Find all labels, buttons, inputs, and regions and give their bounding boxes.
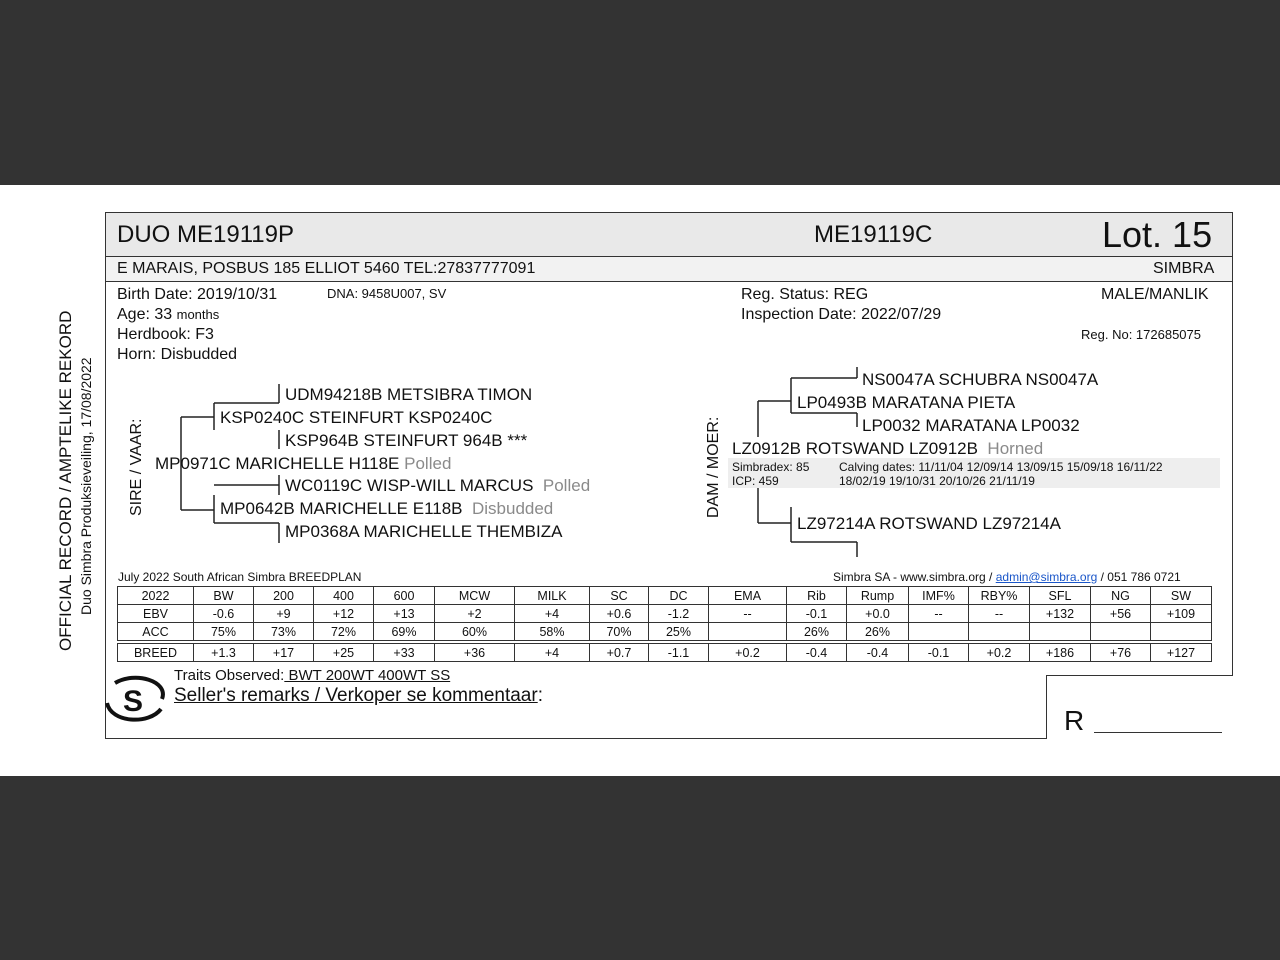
ebv-cell: +132 xyxy=(1030,605,1091,623)
record-sheet xyxy=(0,185,1280,776)
ebv-cell: -1.1 xyxy=(649,644,709,662)
breedplan-contact xyxy=(833,570,1181,584)
ebv-row xyxy=(118,605,1212,623)
ebv-cell: 75% xyxy=(194,623,254,641)
ebv-header-cell: IMF% xyxy=(909,587,969,605)
ebv-header-cell: DC xyxy=(649,587,709,605)
calving-dates-1: Calving dates: 11/11/04 12/09/14 13/09/15 15/09/18 16/11/22 xyxy=(839,460,1163,474)
sire-dam-sire-note: Polled xyxy=(542,476,591,495)
sire-dam-name: MP0642B MARICHELLE E118B xyxy=(220,499,463,518)
ebv-header-cell: MCW xyxy=(435,587,515,605)
birth-date: Birth Date: 2019/10/31 xyxy=(117,286,278,303)
ebv-header-cell: Rump xyxy=(847,587,909,605)
ebv-header-cell: NG xyxy=(1091,587,1151,605)
ebv-cell: +1.3 xyxy=(194,644,254,662)
icp: ICP: 459 xyxy=(732,474,779,488)
ebv-cell xyxy=(1091,623,1151,641)
ebv-row xyxy=(118,623,1212,641)
ebv-cell: -0.4 xyxy=(787,644,847,662)
simbradex: Simbradex: 85 xyxy=(732,460,810,474)
dam-dam: LZ97214A ROTSWAND LZ97214A xyxy=(797,514,1061,533)
dam-animal-note: Horned xyxy=(987,439,1044,458)
ebv-cell: -0.1 xyxy=(787,605,847,623)
ebv-cell: -0.6 xyxy=(194,605,254,623)
owner-details: E MARAIS, POSBUS 185 ELLIOT 5460 TEL:27837777091 xyxy=(117,260,536,277)
ebv-cell: +13 xyxy=(374,605,435,623)
ebv-cell: +0.7 xyxy=(590,644,649,662)
traits-observed xyxy=(174,667,450,684)
sire-sire-sire: UDM94218B METSIBRA TIMON xyxy=(285,385,533,404)
ebv-cell: 26% xyxy=(847,623,909,641)
ebv-cell: 72% xyxy=(314,623,374,641)
ebv-cell: +4 xyxy=(515,605,590,623)
official-record-label: OFFICIAL RECORD / AMPTELIKE REKORD xyxy=(56,310,75,651)
ebv-cell xyxy=(1030,623,1091,641)
ebv-cell: +127 xyxy=(1151,644,1212,662)
ebv-cell xyxy=(709,623,787,641)
ebv-cell: 73% xyxy=(254,623,314,641)
sire-animal-note: Polled xyxy=(404,454,452,473)
dna-info: DNA: 9458U007, SV xyxy=(327,286,447,301)
ebv-cell: +0.2 xyxy=(709,644,787,662)
ebv-cell xyxy=(909,623,969,641)
lot-number: Lot. 15 xyxy=(1102,214,1213,255)
remarks-label: Seller's remarks / Verkoper se kommentaar xyxy=(174,685,538,706)
sire-animal-name: MP0971C MARICHELLE H118E xyxy=(155,454,400,473)
ebv-header-cell: 200 xyxy=(254,587,314,605)
sire-label: SIRE / VAAR: xyxy=(128,418,145,516)
sire-dam-sire-name: WC0119C WISP-WILL MARCUS xyxy=(285,476,534,495)
ebv-header-cell: 400 xyxy=(314,587,374,605)
ebv-cell: -0.1 xyxy=(909,644,969,662)
horn-status: Horn: Disbudded xyxy=(117,346,238,363)
age-unit: months xyxy=(176,307,220,322)
ebv-cell: +33 xyxy=(374,644,435,662)
traits-label: Traits Observed: xyxy=(174,667,285,684)
ebv-header-cell: SW xyxy=(1151,587,1212,605)
ebv-cell xyxy=(969,623,1030,641)
dam-sire-sire: NS0047A SCHUBRA NS0047A xyxy=(862,370,1099,389)
ebv-cell: -1.2 xyxy=(649,605,709,623)
sex-label: MALE/MANLIK xyxy=(1101,286,1209,303)
sire-dam-note: Disbudded xyxy=(471,499,554,518)
animal-name: DUO ME19119P xyxy=(117,221,294,248)
ebv-cell: +4 xyxy=(515,644,590,662)
sire-sire: KSP0240C STEINFURT KSP0240C xyxy=(220,408,493,427)
ebv-header-cell: SFL xyxy=(1030,587,1091,605)
ebv-cell: +2 xyxy=(435,605,515,623)
r-signature-line xyxy=(1094,732,1222,733)
ebv-cell: +56 xyxy=(1091,605,1151,623)
ebv-cell: +17 xyxy=(254,644,314,662)
ebv-cell: +0.6 xyxy=(590,605,649,623)
inspection-date: Inspection Date: 2022/07/29 xyxy=(741,306,942,323)
ebv-cell: -0.4 xyxy=(847,644,909,662)
sellers-remarks xyxy=(174,685,543,707)
logo-letter: S xyxy=(123,685,144,718)
traits-value: BWT 200WT 400WT SS xyxy=(284,667,451,684)
breedplan-title: July 2022 South African Simbra BREEDPLAN xyxy=(118,570,362,584)
calving-dates-2: 18/02/19 19/10/31 20/10/26 21/11/19 xyxy=(839,474,1035,488)
ebv-cell: +0.0 xyxy=(847,605,909,623)
ebv-header-cell: Rib xyxy=(787,587,847,605)
ebv-cell: -- xyxy=(709,605,787,623)
ebv-cell: +36 xyxy=(435,644,515,662)
breed-name: SIMBRA xyxy=(1153,260,1215,277)
ebv-cell: +12 xyxy=(314,605,374,623)
animal-code: ME19119C xyxy=(814,221,933,248)
ebv-row xyxy=(118,644,1212,662)
ebv-header-cell: 2022 xyxy=(118,587,194,605)
ebv-cell: +25 xyxy=(314,644,374,662)
reg-status: Reg. Status: REG xyxy=(741,286,869,303)
ebv-cell: -- xyxy=(969,605,1030,623)
ebv-cell: 58% xyxy=(515,623,590,641)
ebv-header-cell: SC xyxy=(590,587,649,605)
age-value: Age: 33 xyxy=(117,306,173,323)
ebv-cell: 70% xyxy=(590,623,649,641)
reg-number: Reg. No: 172685075 xyxy=(1081,327,1201,342)
ebv-cell: ACC xyxy=(118,623,194,641)
ebv-cell: BREED xyxy=(118,644,194,662)
ebv-cell: +9 xyxy=(254,605,314,623)
ebv-cell: EBV xyxy=(118,605,194,623)
sale-label: Duo Simbra Produksieveiling, 17/08/2022 xyxy=(78,357,94,615)
ebv-header-cell: EMA xyxy=(709,587,787,605)
r-label: R xyxy=(1064,705,1085,736)
ebv-header-cell: RBY% xyxy=(969,587,1030,605)
dam-animal xyxy=(732,439,1043,459)
ebv-table xyxy=(117,586,1212,662)
contact-phone: / 051 786 0721 xyxy=(1097,570,1181,584)
sire-dam xyxy=(220,499,553,519)
contact-site: Simbra SA - www.simbra.org / xyxy=(833,570,996,584)
ebv-cell: 26% xyxy=(787,623,847,641)
ebv-header-cell: MILK xyxy=(515,587,590,605)
sire-dam-dam: MP0368A MARICHELLE THEMBIZA xyxy=(285,522,563,541)
simbra-logo-icon xyxy=(105,673,169,725)
dam-sire: LP0493B MARATANA PIETA xyxy=(797,393,1016,412)
ebv-header-row xyxy=(118,587,1212,605)
ebv-cell: +76 xyxy=(1091,644,1151,662)
sire-animal xyxy=(155,454,451,474)
dam-label: DAM / MOER: xyxy=(705,416,722,518)
contact-email-link[interactable]: admin@simbra.org xyxy=(995,570,1098,584)
ebv-cell: +186 xyxy=(1030,644,1091,662)
dam-animal-name: LZ0912B ROTSWAND LZ0912B xyxy=(732,439,978,458)
ebv-cell: +109 xyxy=(1151,605,1212,623)
dam-sire-dam: LP0032 MARATANA LP0032 xyxy=(862,416,1080,435)
sire-dam-sire xyxy=(285,476,590,496)
herdbook: Herdbook: F3 xyxy=(117,326,214,343)
ebv-cell: 25% xyxy=(649,623,709,641)
sire-sire-dam: KSP964B STEINFURT 964B *** xyxy=(285,431,528,450)
ebv-header-cell: 600 xyxy=(374,587,435,605)
ebv-cell xyxy=(1151,623,1212,641)
ebv-cell: 60% xyxy=(435,623,515,641)
ebv-cell: +0.2 xyxy=(969,644,1030,662)
ebv-cell: 69% xyxy=(374,623,435,641)
ebv-cell: -- xyxy=(909,605,969,623)
ebv-header-cell: BW xyxy=(194,587,254,605)
remarks-colon: : xyxy=(537,685,543,706)
